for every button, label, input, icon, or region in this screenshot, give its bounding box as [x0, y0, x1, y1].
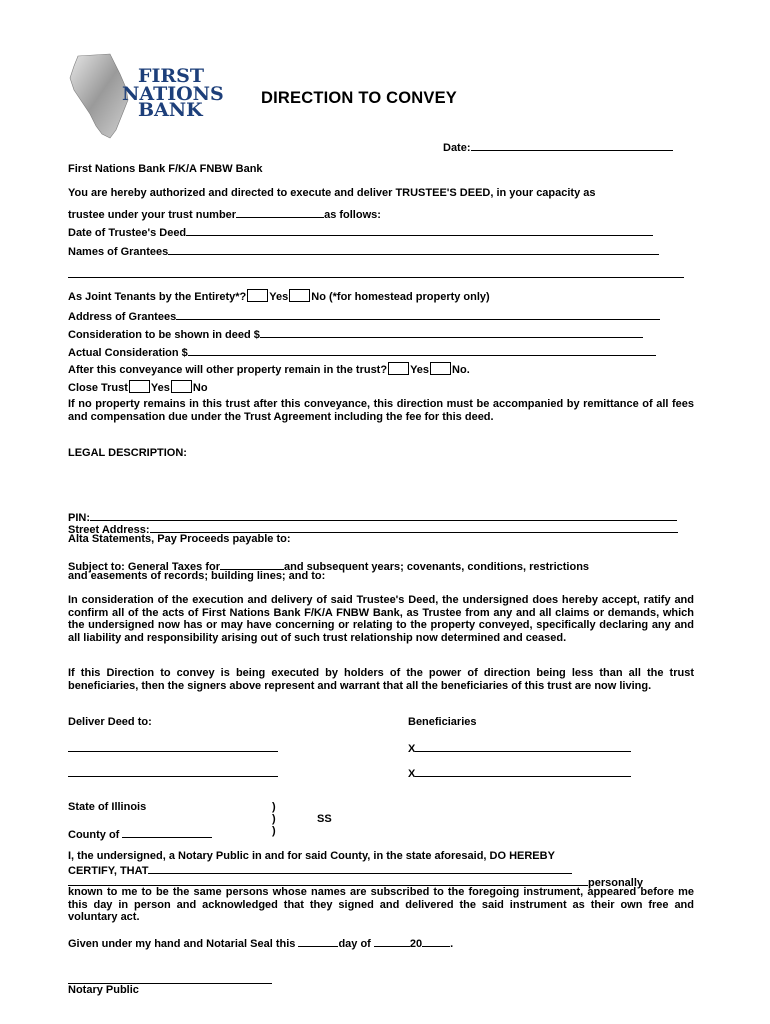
given-row: Given under my hand and Notarial Seal this day of 20 .	[68, 935, 453, 950]
logo-line-2: NATIONS	[122, 83, 224, 105]
document-title: DIRECTION TO CONVEY	[261, 89, 458, 107]
street-address-row: Street Address:	[68, 521, 678, 536]
certify-names-field-2[interactable]	[68, 874, 588, 886]
logo-line-1: FIRST	[138, 65, 205, 87]
close-trust-yes-checkbox[interactable]	[129, 380, 150, 393]
date-of-deed-row: Date of Trustee's Deed	[68, 224, 653, 239]
pin-field[interactable]	[90, 509, 677, 521]
subject-line-2: and easements of records; building lines; and to:	[68, 570, 326, 582]
power-of-direction-paragraph: If this Direction to convey is being executed by holders of the power of direction being less than all the trust beneficiaries, then the signers above represent and warrant that all the beneficiaries of this trust are now living.	[68, 667, 694, 692]
county-field[interactable]	[122, 826, 212, 838]
consideration-deed-field[interactable]	[260, 326, 643, 338]
authorize-line-2: trustee under your trust number as follows:	[68, 206, 381, 221]
notary-signature-field[interactable]	[68, 972, 272, 984]
deliver-deed-field-2[interactable]	[68, 765, 278, 777]
grantees-field-line-2[interactable]	[68, 266, 684, 278]
beneficiary-signature-2: X	[408, 765, 631, 780]
other-property-no-checkbox[interactable]	[430, 362, 451, 375]
street-address-field[interactable]	[150, 521, 678, 533]
seal-year-field[interactable]	[422, 935, 450, 947]
close-trust-row: Close Trust Yes No	[68, 382, 208, 394]
bracket-2: )	[272, 813, 276, 825]
address-row: Address of Grantees	[68, 308, 660, 323]
deliver-deed-label: Deliver Deed to:	[68, 716, 152, 728]
pin-row: PIN:	[68, 509, 677, 524]
personally-row: personally	[68, 874, 643, 889]
notary-line-2: CERTIFY, THAT	[68, 862, 572, 877]
date-of-deed-field[interactable]	[186, 224, 653, 236]
grantees-field[interactable]	[168, 243, 659, 255]
notary-public-label: Notary Public	[68, 984, 139, 996]
beneficiary-signature-field-1[interactable]	[415, 740, 631, 752]
beneficiary-signature-1: X	[408, 740, 631, 755]
seal-day-field[interactable]	[298, 935, 338, 947]
consideration-paragraph: In consideration of the execution and delivery of said Trustee's Deed, the undersigned does hereby accept, ratify and confirm all of the acts of First Nations Bank F/K/A FNBW Bank, as Trustee from any and all claims or demands, which the undersigned now has or may have concerning or relating to the property conveyed, specifically declaring any and all liability and responsibility arising out of such trust relationship now determined and ceased.	[68, 594, 694, 644]
close-trust-no-checkbox[interactable]	[171, 380, 192, 393]
address-field[interactable]	[176, 308, 660, 320]
tax-year-field[interactable]	[220, 558, 284, 570]
joint-yes-checkbox[interactable]	[247, 289, 268, 302]
consideration-deed-row: Consideration to be shown in deed $	[68, 326, 643, 341]
date-label: Date:	[443, 142, 471, 154]
seal-month-field[interactable]	[374, 935, 410, 947]
illinois-state-icon	[70, 54, 128, 138]
joint-tenants-row: As Joint Tenants by the Entirety*? Yes No (*for homestead property only)	[68, 291, 490, 303]
actual-consideration-field[interactable]	[188, 344, 656, 356]
trust-number-field[interactable]	[236, 206, 324, 218]
grantees-row: Names of Grantees	[68, 243, 659, 258]
date-field[interactable]	[471, 139, 673, 151]
remittance-paragraph: If no property remains in this trust after this conveyance, this direction must be accompanied by remittance of all fees and compensation due under the Trust Agreement including the fee for this deed.	[68, 398, 694, 423]
alta-label: Alta Statements, Pay Proceeds payable to:	[68, 533, 291, 545]
first-nations-bank-logo	[66, 48, 236, 140]
certify-names-field[interactable]	[148, 862, 572, 874]
beneficiary-signature-field-2[interactable]	[415, 765, 631, 777]
joint-no-checkbox[interactable]	[289, 289, 310, 302]
ss-label: SS	[317, 813, 332, 825]
known-paragraph: known to me to be the same persons whose names are subscribed to the foregoing instrument, appeared before me this day in person and acknowledged that they signed and delivered the said instrument as their own free and voluntary act.	[68, 886, 694, 923]
subject-line-1: Subject to: General Taxes for and subsequent years; covenants, conditions, restrictions	[68, 558, 589, 573]
state-label: State of Illinois	[68, 801, 147, 813]
bracket-1: )	[272, 801, 276, 813]
bracket-3: )	[272, 825, 276, 837]
beneficiaries-label: Beneficiaries	[408, 716, 477, 728]
legal-description-label: LEGAL DESCRIPTION:	[68, 447, 187, 459]
other-property-row: After this conveyance will other property remain in the trust? Yes No.	[68, 364, 470, 376]
other-property-yes-checkbox[interactable]	[388, 362, 409, 375]
authorize-line-1: You are hereby authorized and directed to execute and deliver TRUSTEE'S DEED, in your capacity as	[68, 187, 596, 199]
deliver-deed-field-1[interactable]	[68, 740, 278, 752]
date-row	[443, 139, 673, 154]
logo-line-3: BANK	[138, 99, 203, 121]
bank-line: First Nations Bank F/K/A FNBW Bank	[68, 163, 263, 175]
county-row: County of	[68, 826, 212, 841]
actual-consideration-row: Actual Consideration $	[68, 344, 656, 359]
notary-line-1: I, the undersigned, a Notary Public in and for said County, in the state aforesaid, DO HEREBY	[68, 850, 555, 862]
